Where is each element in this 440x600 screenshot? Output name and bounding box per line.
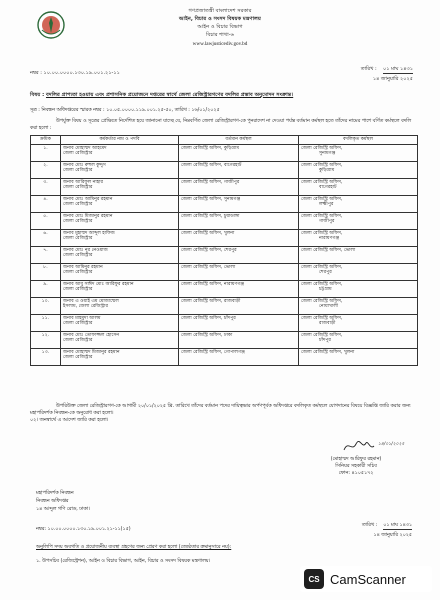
row-officer [61, 263, 179, 280]
memo-number: নম্বর : ১০.০০.০০০০.১৩০.১৯.০০১.২১-১১ [30, 70, 120, 76]
intro-paragraph: উপর্যুক্ত বিষয় ও সূত্রের প্রেক্ষিতে নির্দেশিত হয়ে জানানো যাচ্ছে যে, নিম্নবর্ণিত জেলা রেজিস্ট্রারগণ-কে পুনরাদেশ না দেওয়া পর্যন্ত বর্তমান কর্মস্থল হতে তাঁদের নামের পাশে বর্ণিত কর্মস্থলে বদলি করা হলো : [30, 119, 412, 131]
copy-date-bangla: ০১ মাঘ ১৪৩১ [383, 523, 412, 528]
table-row [31, 314, 418, 331]
row-transfer-station [299, 212, 418, 229]
row-transfer-station [299, 314, 418, 331]
transfer-office: জেলা রেজিস্ট্রি অফিস, [301, 281, 343, 287]
header-ministry: আইন, বিচার ও সংসদ বিষয়ক মন্ত্রণালয় [179, 16, 261, 22]
officer-designation: জেলা রেজিস্ট্রার [63, 202, 93, 208]
row-transfer-station [299, 246, 418, 263]
row-serial: ৯. [31, 280, 61, 297]
officer-name: জনাব মোঃ আমিনুর রহমান [63, 196, 113, 202]
transfer-district: চাঁদপুর [319, 338, 331, 344]
transfer-office: জেলা রেজিস্ট্রি অফিস, [301, 264, 343, 270]
copy-date-english: ১৪ জানুয়ারি ২০২৫ [373, 533, 412, 538]
camscanner-logo-icon: CS [304, 569, 324, 589]
col-header-transfer: বদলিকৃত কর্মস্থল [299, 136, 418, 145]
officer-designation: জেলা রেজিস্ট্রার [63, 253, 93, 259]
transfer-district: রাজবাড়ী [319, 321, 336, 327]
row-transfer-station [299, 178, 418, 195]
recipient-line-1: মহাপরিদর্শক নিবন্ধন [36, 491, 74, 496]
transfer-office: জেলা রেজিস্ট্রি অফিস, [301, 179, 343, 185]
officer-designation: জেলা রেজিস্ট্রার [63, 219, 93, 225]
signatory-designation: সিনিয়র সহকারী সচিব [335, 464, 377, 469]
transfer-office: জেলা রেজিস্ট্রি অফিস, [301, 213, 343, 219]
row-officer [61, 229, 179, 246]
row-serial: ৮. [31, 263, 61, 280]
signatory-name: (মোহাম্মদ আরিফুর রহমান) [330, 457, 382, 462]
closing-text-2: ০২। জনস্বার্থে এ আদেশ জারি করা হলো। [30, 418, 109, 423]
table-row [31, 161, 418, 178]
row-current-station: জেলা রেজিস্ট্রি অফিস, গোপালগঞ্জ [179, 348, 299, 365]
transfer-district: সুনামগঞ্জ [319, 151, 336, 157]
transfer-district: লক্ষ্মীপুর [319, 202, 334, 208]
officer-name: জনাব মোঃ রুহুল কুদ্দুস [63, 162, 106, 168]
row-current-station: জেলা রেজিস্ট্রি অফিস, ঢাকা [179, 331, 299, 348]
subject-line [30, 92, 420, 100]
header-government: গণপ্রজাতন্ত্রী বাংলাদেশ সরকার [188, 8, 252, 14]
camscanner-watermark [300, 566, 432, 592]
row-current-station: জেলা রেজিস্ট্রি অফিস, সুনামগঞ্জ [179, 195, 299, 212]
officer-name: জনাব আরিফুল নাহার [63, 179, 103, 185]
transfer-office: জেলা রেজিস্ট্রি অফিস, খুলনা [301, 349, 355, 355]
row-serial: ৫. [31, 212, 61, 229]
row-current-station: জেলা রেজিস্ট্রি অফিস, খুলনা [179, 229, 299, 246]
transfer-office: জেলা রেজিস্ট্রি অফিস, [301, 298, 343, 304]
col-header-name: কর্মকর্তার নাম ও পদবি [61, 136, 179, 145]
table-row [31, 280, 418, 297]
signature-block [296, 456, 416, 477]
officer-designation: জেলা রেজিস্ট্রার [63, 151, 93, 157]
row-transfer-station [299, 297, 418, 314]
officer-designation: ইসলাম, জেলা রেজিস্ট্রার [63, 304, 108, 310]
officer-designation: জেলা রেজিস্ট্রার [63, 185, 93, 191]
col-header-current: বর্তমান কর্মস্থল [179, 136, 299, 145]
transfer-district: বাগেরহাট [319, 185, 337, 191]
officer-name: জনাব এ ওয়াই এম মোজাম্মেল [63, 298, 119, 304]
row-officer [61, 331, 179, 348]
row-officer [61, 195, 179, 212]
recipient-line-3: ১৪ আব্দুল গণি রোড, ঢাকা। [36, 507, 90, 512]
transfer-office: জেলা রেজিস্ট্রি অফিস, [301, 162, 343, 168]
row-transfer-station [299, 229, 418, 246]
officer-name: জনাব আবু সাঈদ মোঃ আরিফুর রহমান [63, 281, 134, 287]
recipient-line-2: নিবন্ধন অধিদপ্তর [36, 499, 69, 504]
row-current-station: জেলা রেজিস্ট্রি অফিস, ভোলা [179, 263, 299, 280]
officer-name: জনাব মোহাম্মদ আহমেদ [63, 145, 107, 151]
officer-designation: জেলা রেজিস্ট্রার [63, 287, 93, 293]
transfer-district: গাজীপুর [319, 219, 335, 225]
row-officer [61, 297, 179, 314]
signatory-phone: ফোন: ৪১০৫১৭২ [338, 471, 374, 476]
row-officer [61, 161, 179, 178]
table-row [31, 195, 418, 212]
table-row [31, 144, 418, 161]
copy-memo-date [330, 522, 412, 540]
transfer-district: নারায়ণগঞ্জ [319, 236, 340, 242]
copy-memo-number: নম্বর: ১০.০০.০০০০.১৩০.১৯.০০১.২১-১১(১৫) [36, 527, 131, 532]
table-row [31, 263, 418, 280]
row-current-station: জেলা রেজিস্ট্রি অফিস, নারায়ণগঞ্জ [179, 280, 299, 297]
cc-item-1: ১. উপসচিব (রেজিস্ট্রেশন), আইন ও বিচার বিভাগ, আইন, বিচার ও সংসদ বিষয়ক মন্ত্রণালয়। [36, 559, 211, 564]
table-row [31, 178, 418, 195]
table-row [31, 212, 418, 229]
transfer-district: নোয়াখালী [319, 304, 339, 310]
transfer-office: জেলা রেজিস্ট্রি অফিস, [301, 315, 343, 321]
header-website-link[interactable]: www.lawjusticediv.gov.bd [192, 41, 248, 47]
row-serial: ৬. [31, 229, 61, 246]
transfer-table [30, 135, 418, 366]
transfer-office: জেলা রেজিস্ট্রি অফিস, [301, 230, 343, 236]
officer-designation: জেলা রেজিস্ট্রার [63, 270, 93, 276]
copy-date-label: তারিখ : [361, 523, 378, 528]
date-bangla: ০১ মাঘ ১৪৩১ [383, 66, 413, 72]
row-current-station: জেলা রেজিস্ট্রি অফিস, শেরপুর [179, 246, 299, 263]
row-transfer-station [299, 144, 418, 161]
row-serial: ১২. [31, 331, 61, 348]
subject-text: বদলির প্রাপ্যতা হওয়ায় এবং প্রশাসনিক প্রয়োজনে দপ্তরের স্বার্থে জেলা রেজিস্ট্রারগণের বদলির প্রস্তাব অনুমোদন সংক্রান্ত। [45, 92, 294, 98]
table-row [31, 297, 418, 314]
row-officer [61, 246, 179, 263]
row-serial: ১. [31, 144, 61, 161]
row-serial: ২. [31, 161, 61, 178]
officer-name: জনাব মুহাম্মদ আব্দুল হাফিজ [63, 230, 115, 236]
row-serial: ১৩. [31, 348, 61, 365]
table-row [31, 348, 418, 365]
officer-name: জনাব আমিনুর রহমান [63, 264, 103, 270]
reference-line: সূত্র : নিবন্ধন অধিদপ্তরের স্মারক নম্বর : ১০.০৫.০০০০.১১৯.০০১.২৫-৫০, তারিখ : ১৬/০১/২০২৫ [30, 108, 220, 113]
row-current-station: জেলা রেজিস্ট্রি অফিস, কুড়িগ্রাম [179, 144, 299, 161]
recipient-address [36, 490, 90, 514]
row-officer [61, 212, 179, 229]
transfer-office: জেলা রেজিস্ট্রি অফিস, [301, 332, 343, 338]
row-officer [61, 144, 179, 161]
memo-date [318, 66, 413, 84]
closing-text: উপরিউক্ত জেলা রেজিস্ট্রারগণ-কে আগামী ২০/০১/২০২৫ খ্রি. তারিখে তাঁদের বর্তমান পদের দায়িত্বভার অর্পণপূর্বক অধিদপ্তরে বদলিকৃত কর্মস্থলে যোগদানের বিষয়ে বিজ্ঞপ্তি জারি করার জন্য মহাপরিদর্শক নিবন্ধন-কে অনুরোধ করা হলো। [30, 404, 411, 416]
row-transfer-station [299, 331, 418, 348]
row-officer [61, 280, 179, 297]
officer-designation: জেলা রেজিস্ট্রার [63, 355, 93, 361]
officer-designation: জেলা রেজিস্ট্রার [63, 236, 93, 242]
row-transfer-station [299, 280, 418, 297]
officer-name: জনাব মোঃ নূর নেওয়াজ [63, 247, 108, 253]
cc-title: অনুলিপি সদয় অবগতি ও প্রয়োজনীয় ব্যবস্থা গ্রহণের জন্য প্রেরণ করা হলো (জ্যেষ্ঠতার ক্রমানুসারে নয়): [36, 545, 232, 550]
table-row [31, 246, 418, 263]
row-current-station: জেলা রেজিস্ট্রি অফিস, চুয়াডাঙ্গা [179, 212, 299, 229]
row-officer [61, 348, 179, 365]
table-row [31, 229, 418, 246]
row-current-station: জেলা রেজিস্ট্রি অফিস, বাগেরহাট [179, 161, 299, 178]
date-english: ১৪ জানুয়ারি ২০২৫ [372, 76, 413, 82]
transfer-office: জেলা রেজিস্ট্রি অফিস, [301, 145, 343, 151]
row-transfer-station [299, 161, 418, 178]
row-officer [61, 178, 179, 195]
row-current-station: জেলা রেজিস্ট্রি অফিস, রাজবাড়ী [179, 297, 299, 314]
camscanner-text: CamScanner [330, 571, 406, 587]
officer-designation: জেলা রেজিস্ট্রার [63, 321, 93, 327]
officer-designation: জেলা রেজিস্ট্রার [63, 168, 93, 174]
subject-label: বিষয় : [30, 92, 45, 98]
header-division: আইন ও বিচার বিভাগ [197, 24, 243, 30]
row-transfer-station [299, 195, 418, 212]
officer-name: জনাব মাহমুদা আলম [63, 315, 101, 321]
row-serial: ৭. [31, 246, 61, 263]
row-transfer-station [299, 263, 418, 280]
row-transfer-station [299, 348, 418, 365]
signature-date: ১৪/০১/২০২৫ [378, 442, 405, 447]
transfer-district: শেরপুর [319, 270, 332, 276]
row-serial: ১১. [31, 314, 61, 331]
row-officer [61, 314, 179, 331]
officer-name: জনাব মোহাম্মদ মিজানুর রহমান [63, 349, 120, 355]
transfer-office: জেলা রেজিস্ট্রি অফিস, [301, 196, 343, 202]
row-current-station: জেলা রেজিস্ট্রি অফিস, চাঁদপুর [179, 314, 299, 331]
transfer-district: কুড়িগ্রাম [319, 168, 335, 174]
row-current-station: জেলা রেজিস্ট্রি অফিস, গাজীপুর [179, 178, 299, 195]
row-serial: ৩. [31, 178, 61, 195]
transfer-office: জেলা রেজিস্ট্রি অফিস, ভোলা [301, 247, 356, 253]
date-label: তারিখ : [360, 66, 377, 72]
transfer-district: চট্টগ্রাম [319, 287, 332, 293]
col-header-serial: ক্রমিক [31, 136, 61, 145]
officer-name: জনাব মোঃ মিজানুর রহমান [63, 213, 113, 219]
closing-paragraph [30, 403, 418, 424]
officer-designation: জেলা রেজিস্ট্রার [63, 338, 93, 344]
header-section: বিচার শাখা-৬ [206, 32, 234, 38]
table-row [31, 331, 418, 348]
officer-name: জনাব মোঃ তোফাজ্জল হোসেন [63, 332, 120, 338]
row-serial: ১০. [31, 297, 61, 314]
row-serial: ৪. [31, 195, 61, 212]
government-emblem-icon [36, 8, 66, 42]
table-body [31, 144, 418, 365]
